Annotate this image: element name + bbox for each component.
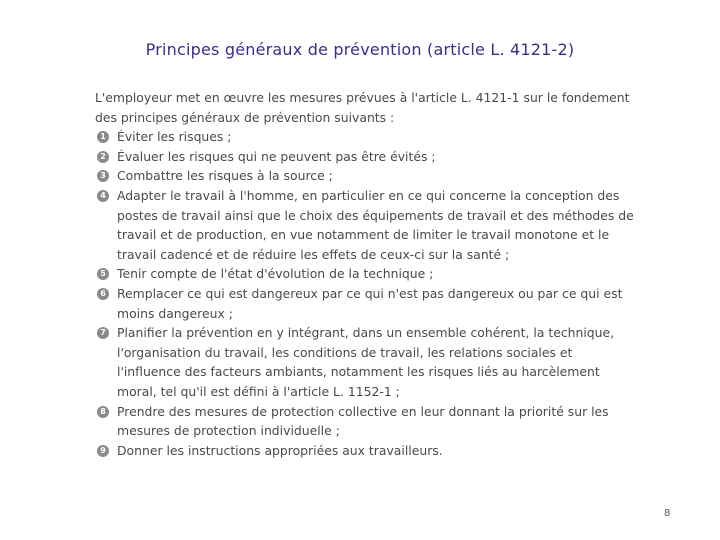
- page-number: 8: [664, 508, 671, 519]
- principle-item: [95, 323, 635, 401]
- principle-item: [95, 402, 635, 441]
- number-badge: 5: [97, 268, 109, 280]
- slide-title: Principes généraux de prévention (article L. 4121-2): [145, 40, 575, 59]
- principle-text: Remplacer ce qui est dangereux par ce qui n'est pas dangereux ou par ce qui est moins dangereux ;: [117, 285, 623, 321]
- principle-item: [95, 147, 635, 167]
- principle-item: [95, 127, 635, 147]
- principle-item: [95, 166, 635, 186]
- number-badge: 7: [97, 327, 109, 339]
- number-badge: 2: [97, 151, 109, 163]
- principles-list: [95, 127, 635, 460]
- principle-text: Tenir compte de l'état d'évolution de la technique ;: [117, 266, 434, 282]
- principle-text: Donner les instructions appropriées aux travailleurs.: [117, 442, 443, 458]
- principle-item: [95, 186, 635, 264]
- number-badge: 6: [97, 288, 109, 300]
- number-badge: 3: [97, 170, 109, 182]
- principle-text: Adapter le travail à l'homme, en particulier en ce qui concerne la conception des postes de travail ainsi que le choix des équipements de travail et des méthodes de travail et de production, en vue notamment de limiter le travail monotone et le travail cadencé et de réduire les effets de ceux-ci sur la santé ;: [117, 187, 634, 262]
- number-badge: 9: [97, 445, 109, 457]
- principle-item: [95, 284, 635, 323]
- principle-text: Combattre les risques à la source ;: [117, 168, 333, 184]
- principle-text: Planifier la prévention en y intégrant, dans un ensemble cohérent, la technique, l'organisation du travail, les conditions de travail, les relations sociales et l'influence des facteurs ambiants, notamment les risques liés au harcèlement moral, tel qu'il est défini à l'article L. 1152-1 ;: [117, 325, 615, 399]
- number-badge: 8: [97, 406, 109, 418]
- principle-text: Prendre des mesures de protection collective en leur donnant la priorité sur les mesures de protection individuelle ;: [117, 403, 609, 439]
- article-text: [95, 88, 635, 460]
- principle-text: Évaluer les risques qui ne peuvent pas être évités ;: [117, 148, 436, 164]
- number-badge: 1: [97, 131, 109, 143]
- intro-paragraph: L'employeur met en œuvre les mesures prévues à l'article L. 4121-1 sur le fondement des principes généraux de prévention suivants :: [95, 90, 630, 125]
- principle-text: Éviter les risques ;: [117, 129, 232, 145]
- number-badge: 4: [97, 190, 109, 202]
- principle-item: [95, 264, 635, 284]
- principle-item: [95, 441, 635, 461]
